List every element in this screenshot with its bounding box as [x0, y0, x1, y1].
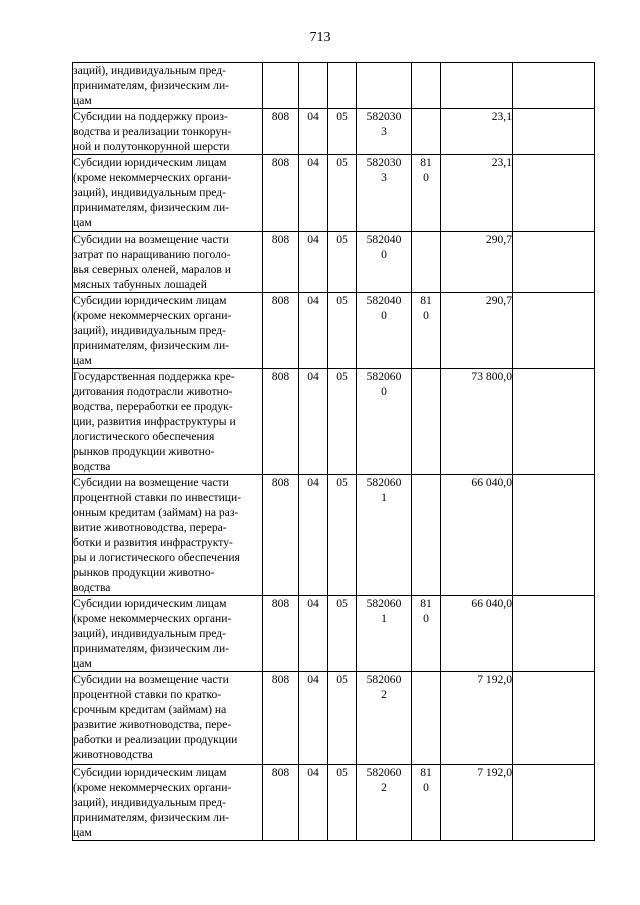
target-code-line: 3 [381, 125, 387, 138]
target-code-line: 0 [381, 248, 387, 261]
target-code-line: 582060 [366, 597, 402, 610]
table-row [73, 475, 595, 596]
item-name-line: развитие животноводства, пере- [73, 718, 232, 731]
target-code-line: 0 [381, 309, 387, 322]
amount-value: 290,7 [485, 294, 512, 307]
item-name-line: (кроме некоммерческих органи- [73, 309, 232, 322]
subsection-code-cell [328, 109, 357, 155]
expense-type-cell [412, 369, 441, 475]
extra-amount-cell [513, 369, 595, 475]
item-name-line: Субсидии на возмещение части [73, 476, 229, 489]
extra-amount-cell [513, 155, 595, 232]
target-code-line: 582040 [366, 233, 402, 246]
item-name-line: Субсидии на возмещение части [73, 233, 229, 246]
item-name-cell [73, 109, 263, 155]
section-code: 04 [307, 294, 319, 307]
item-name-line: принимателям, физическим ли- [73, 339, 230, 352]
item-name-line: процентной ставки по кратко- [73, 688, 222, 701]
table-row [73, 765, 595, 841]
item-name-line: логистического обеспечения [73, 430, 215, 443]
section-code-cell [299, 369, 328, 475]
amount-cell [441, 596, 513, 672]
ministry-code: 808 [271, 370, 290, 383]
subsection-code-cell [328, 765, 357, 841]
ministry-code: 808 [271, 233, 290, 246]
item-name-line: цам [73, 826, 92, 839]
section-code-cell [299, 293, 328, 369]
target-code-cell [357, 63, 412, 109]
ministry-code-cell [263, 765, 299, 841]
expense-type-cell [412, 155, 441, 232]
item-name-line: заций), индивидуальным пред- [73, 64, 227, 77]
amount-cell [441, 293, 513, 369]
item-name-cell [73, 596, 263, 672]
subsection-code: 05 [336, 597, 348, 610]
target-code-line: 582060 [366, 673, 402, 686]
item-name-line: процентной ставки по инвестици- [73, 491, 242, 504]
section-code: 04 [307, 597, 319, 610]
item-name-line: (кроме некоммерческих органи- [73, 612, 232, 625]
table-body [73, 63, 595, 841]
extra-amount-cell [513, 63, 595, 109]
expense-type-line: 0 [423, 171, 429, 184]
target-code-line: 582030 [366, 110, 402, 123]
item-name-line: ной и полутонкорунной шерсти [73, 140, 230, 153]
section-code-cell [299, 232, 328, 293]
item-name-cell [73, 155, 263, 232]
target-code-line: 1 [381, 491, 387, 504]
target-code-cell [357, 765, 412, 841]
item-name-cell [73, 232, 263, 293]
expense-type-line: 0 [423, 612, 429, 625]
item-name-line: Субсидии на возмещение части [73, 673, 229, 686]
subsection-code: 05 [336, 476, 348, 489]
ministry-code-cell [263, 109, 299, 155]
target-code-line: 582060 [366, 370, 402, 383]
extra-amount-cell [513, 596, 595, 672]
subsection-code: 05 [336, 110, 348, 123]
expense-type-line: 0 [423, 309, 429, 322]
table-row [73, 109, 595, 155]
item-name-line: ботки и развития инфраструкту- [73, 536, 233, 549]
item-name-line: принимателям, физическим ли- [73, 79, 230, 92]
target-code-cell [357, 232, 412, 293]
item-name-line: работки и реализации продукции [73, 733, 238, 746]
subsection-code: 05 [336, 156, 348, 169]
page-number: 713 [309, 30, 331, 45]
item-name-line: срочным кредитам (займам) на [73, 703, 227, 716]
subsection-code-cell [328, 155, 357, 232]
subsection-code-cell [328, 596, 357, 672]
item-name-line: Субсидии юридическим лицам [73, 766, 227, 779]
amount-value: 290,7 [485, 233, 512, 246]
item-name-cell [73, 672, 263, 765]
target-code-line: 2 [381, 688, 387, 701]
target-code-line: 0 [381, 385, 387, 398]
ministry-code-cell [263, 369, 299, 475]
section-code-cell [299, 63, 328, 109]
target-code-cell [357, 475, 412, 596]
table-row [73, 63, 595, 109]
expense-type-line: 81 [420, 766, 432, 779]
table-row [73, 369, 595, 475]
expense-type-line: 81 [420, 156, 432, 169]
section-code: 04 [307, 370, 319, 383]
section-code: 04 [307, 673, 319, 686]
item-name-line: дитования подотрасли животно- [73, 385, 233, 398]
extra-amount-cell [513, 109, 595, 155]
expense-type-cell [412, 232, 441, 293]
item-name-line: принимателям, физическим ли- [73, 811, 230, 824]
item-name-line: заций), индивидуальным пред- [73, 324, 227, 337]
ministry-code: 808 [271, 476, 290, 489]
item-name-line: Субсидии юридическим лицам [73, 294, 227, 307]
section-code: 04 [307, 476, 319, 489]
target-code-line: 582040 [366, 294, 402, 307]
item-name-cell [73, 475, 263, 596]
budget-table [72, 62, 595, 841]
expense-type-cell [412, 109, 441, 155]
extra-amount-cell [513, 232, 595, 293]
expense-type-cell [412, 672, 441, 765]
item-name-line: рынков продукции животно- [73, 566, 215, 579]
section-code: 04 [307, 766, 319, 779]
target-code-line: 582060 [366, 766, 402, 779]
expense-type-cell [412, 475, 441, 596]
ministry-code-cell [263, 155, 299, 232]
amount-cell [441, 475, 513, 596]
amount-cell [441, 63, 513, 109]
ministry-code: 808 [271, 156, 290, 169]
item-name-line: мясных табунных лошадей [73, 278, 207, 291]
ministry-code-cell [263, 475, 299, 596]
extra-amount-cell [513, 765, 595, 841]
ministry-code: 808 [271, 673, 290, 686]
ministry-code: 808 [271, 294, 290, 307]
section-code: 04 [307, 233, 319, 246]
extra-amount-cell [513, 475, 595, 596]
amount-cell [441, 369, 513, 475]
item-name-line: витие животноводства, перера- [73, 521, 227, 534]
section-code-cell [299, 475, 328, 596]
amount-cell [441, 109, 513, 155]
item-name-line: заций), индивидуальным пред- [73, 796, 227, 809]
amount-cell [441, 155, 513, 232]
expense-type-line: 0 [423, 781, 429, 794]
target-code-cell [357, 369, 412, 475]
ministry-code: 808 [271, 766, 290, 779]
ministry-code-cell [263, 293, 299, 369]
expense-type-line: 81 [420, 294, 432, 307]
item-name-line: цам [73, 216, 92, 229]
ministry-code-cell [263, 232, 299, 293]
amount-value: 73 800,0 [471, 370, 512, 383]
amount-value: 23,1 [491, 156, 512, 169]
item-name-line: (кроме некоммерческих органи- [73, 171, 232, 184]
target-code-line: 582030 [366, 156, 402, 169]
target-code-line: 582060 [366, 476, 402, 489]
target-code-line: 2 [381, 781, 387, 794]
table-row [73, 672, 595, 765]
item-name-line: водства [73, 460, 111, 473]
section-code-cell [299, 672, 328, 765]
target-code-cell [357, 293, 412, 369]
target-code-cell [357, 109, 412, 155]
item-name-line: рынков продукции животно- [73, 445, 215, 458]
target-code-cell [357, 155, 412, 232]
amount-value: 23,1 [491, 110, 512, 123]
item-name-line: принимателям, физическим ли- [73, 201, 230, 214]
target-code-line: 1 [381, 612, 387, 625]
extra-amount-cell [513, 672, 595, 765]
target-code-cell [357, 596, 412, 672]
item-name-cell [73, 293, 263, 369]
table-row [73, 293, 595, 369]
extra-amount-cell [513, 293, 595, 369]
expense-type-cell [412, 596, 441, 672]
item-name-cell [73, 369, 263, 475]
item-name-line: (кроме некоммерческих органи- [73, 781, 232, 794]
section-code-cell [299, 109, 328, 155]
item-name-line: цам [73, 94, 92, 107]
item-name-line: животноводства [73, 748, 153, 761]
ministry-code-cell [263, 672, 299, 765]
table-row [73, 232, 595, 293]
subsection-code: 05 [336, 233, 348, 246]
amount-value: 66 040,0 [471, 597, 512, 610]
item-name-line: Субсидии юридическим лицам [73, 156, 227, 169]
item-name-line: Субсидии юридическим лицам [73, 597, 227, 610]
item-name-line: принимателям, физическим ли- [73, 642, 230, 655]
target-code-line: 3 [381, 171, 387, 184]
ministry-code: 808 [271, 597, 290, 610]
subsection-code-cell [328, 475, 357, 596]
subsection-code: 05 [336, 294, 348, 307]
table-row [73, 155, 595, 232]
subsection-code: 05 [336, 673, 348, 686]
amount-value: 7 192,0 [477, 673, 512, 686]
item-name-line: цам [73, 657, 92, 670]
item-name-line: затрат по наращиванию поголо- [73, 248, 231, 261]
section-code-cell [299, 155, 328, 232]
item-name-line: водства, переработки ее продук- [73, 400, 233, 413]
subsection-code-cell [328, 63, 357, 109]
subsection-code-cell [328, 672, 357, 765]
ministry-code-cell [263, 596, 299, 672]
section-code-cell [299, 596, 328, 672]
table-row [73, 596, 595, 672]
section-code: 04 [307, 156, 319, 169]
subsection-code: 05 [336, 766, 348, 779]
item-name-line: Государственная поддержка кре- [73, 370, 235, 383]
item-name-cell [73, 63, 263, 109]
expense-type-cell [412, 765, 441, 841]
subsection-code-cell [328, 369, 357, 475]
expense-type-cell [412, 63, 441, 109]
expense-type-line: 81 [420, 597, 432, 610]
amount-cell [441, 672, 513, 765]
item-name-line: Субсидии на поддержку произ- [73, 110, 228, 123]
subsection-code-cell [328, 293, 357, 369]
subsection-code-cell [328, 232, 357, 293]
expense-type-cell [412, 293, 441, 369]
item-name-line: вья северных оленей, маралов и [73, 263, 231, 276]
item-name-line: водства [73, 581, 111, 594]
amount-cell [441, 232, 513, 293]
item-name-line: цам [73, 354, 92, 367]
section-code: 04 [307, 110, 319, 123]
item-name-line: ры и логистического обеспечения [73, 551, 240, 564]
target-code-cell [357, 672, 412, 765]
subsection-code: 05 [336, 370, 348, 383]
amount-cell [441, 765, 513, 841]
ministry-code: 808 [271, 110, 290, 123]
item-name-line: заций), индивидуальным пред- [73, 186, 227, 199]
item-name-line: заций), индивидуальным пред- [73, 627, 227, 640]
item-name-cell [73, 765, 263, 841]
amount-value: 66 040,0 [471, 476, 512, 489]
ministry-code-cell [263, 63, 299, 109]
amount-value: 7 192,0 [477, 766, 512, 779]
item-name-line: водства и реализации тонкорун- [73, 125, 232, 138]
item-name-line: онным кредитам (займам) на раз- [73, 506, 239, 519]
item-name-line: ции, развития инфраструктуры и [73, 415, 236, 428]
section-code-cell [299, 765, 328, 841]
